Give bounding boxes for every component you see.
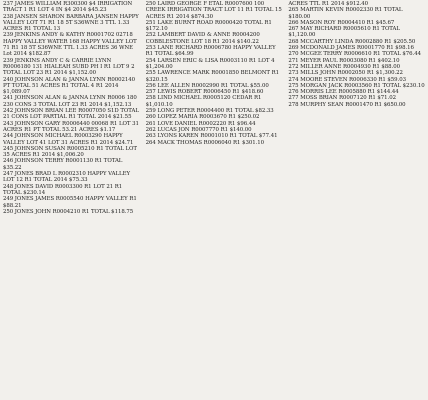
listing-entry: ACRES TTL R1 2014 $912.40 <box>288 1 369 7</box>
listing-entry: 265 MARTIN KEVIN R0002330 R1 TOTAL $180.00 <box>288 7 403 20</box>
listing-entry: 266 MASON ROY R0004410 R1 $45.67 <box>288 19 395 26</box>
listing-entry: 253 LANE RICHARD R0006780 HAPPY VALLEY R1 TOTAL $64.99 <box>145 45 276 58</box>
listing-entry: 258 LIND MICHAEL R0005120 CEDAR R1 $1,010.10 <box>145 95 262 108</box>
listing-entry: 263 LYONS KAREN R0001010 R1 TOTAL $77.41 <box>145 133 278 140</box>
listing-entry: 257 LEWIS ROBERT R0006450 R1 $418.60 <box>145 89 264 96</box>
column-left <box>3 1 140 400</box>
listing-entry: 250 LAIRD GEORGE F ETAL R0007600 100 CREEK IRRIGATION TRACT LOT 11 R1 TOTAL 15 ACRES R1 2014 $874.30 <box>145 1 282 20</box>
listing-entry: 250 JONES JOHN R0004210 R1 TOTAL $118.75 <box>3 208 134 215</box>
listing-entry: 239 JENKINS ANDY & KATHY R0001702 02718 HAPPY VALLEY WATER 168 HAPPY VALLEY LOT 71 R1 18 5T S36WNE TTL 1.33 ACRES 36 WNE Lot 2014 $182.87 <box>3 32 137 58</box>
listing-entry: 275 MORGAN JACK R0003560 R1 TOTAL $230.10 <box>288 82 425 89</box>
listing-entry: 273 MILLS JOHN R0002050 R1 $1,300.22 <box>288 70 403 77</box>
listing-entry: 262 LUCAS JON R0007770 R1 $140.00 <box>145 126 252 133</box>
listing-entry: 237 JAMES WILLIAM R300300 $4 IRRIGATION TRACT 1 R1 LOT 4 IN $4 2014 $45.23 <box>3 1 133 14</box>
listing-entry: 268 MCCARTHY LINDA R0002880 R1 $205.50 <box>288 38 416 45</box>
listing-entry: 254 LARSEN ERIC & LISA R0003110 R1 LOT 4 $1,204.00 <box>145 57 275 70</box>
listing-entry: 271 MEYER PAUL R0003080 R1 $402.10 <box>288 57 400 64</box>
listing-entry: 249 JONES JAMES R0005540 HAPPY VALLEY R1 $88.21 <box>3 196 137 209</box>
listing-entry: 276 MORRIS LEE R0005880 R1 $144.44 <box>288 89 399 96</box>
listing-entry: 238 JANSEN SHARON BARBARA JANSEN HAPPY VALLEY LOT 71 R1 18 5T S36WNE 3 TTL 1.33 ACRES R1 TOTAL 13 <box>3 13 139 33</box>
column-middle <box>146 1 283 400</box>
listing-entry: 244 JOHNSON MICHAEL R0003290 HAPPY VALLEY LOT 41 LOT 31 ACRES R1 2014 $24.71 <box>3 133 134 146</box>
listing-entry: 242 JOHNSON BRIAN LEE R0007050 S1D TOTAL 21 CONS LOT PARTIAL R1 TOTAL 2014 $21.55 <box>3 108 139 121</box>
listing-entry: 239 JENKINS ANDY C & CARRIE LYNN R0006180 131 HIALEAH SUBD PH I R1 LOT 9 2 TOTAL LOT 23 R1 2014 $1,152.00 <box>3 57 135 77</box>
listing-entry: 259 LONG PETER R0004400 R1 TOTAL $82.33 <box>145 108 274 115</box>
listing-entry: 248 JONES DAVID R0003300 R1 LOT 21 R1 TOTAL $230.14 <box>3 183 123 196</box>
listing-entry: 245 JOHNSON SUSAN R0005210 R1 TOTAL LOT 35 ACRES R1 2014 $1,006.20 <box>3 145 137 159</box>
listing-entry: 272 MILLER ANNE R0004930 R1 $88.00 <box>288 63 400 70</box>
listing-entry: 269 MCDONALD JAMES R0001770 R1 $98.16 <box>288 45 414 52</box>
listing-entry: 277 MOSS BRIAN R0007120 R1 $71.02 <box>288 95 396 102</box>
listing-entry: 261 LOVE DANIEL R0002220 R1 $96.44 <box>145 120 256 127</box>
listing-entry: 267 MAY RICHARD R0005610 R1 TOTAL $1,120.00 <box>288 26 400 39</box>
listing-entry: 274 MOORE STEVEN R0006330 R1 $59.03 <box>288 76 406 83</box>
listing-entry: 255 LAWRENCE MARK R0001850 BELMONT R1 $320.15 <box>145 70 280 83</box>
listing-entry: 278 MURPHY SEAN R0001470 R1 $650.00 <box>288 101 406 108</box>
listing-entry: 243 JOHNSON GARY R0006440 00068 R1 LOT 31 ACRES R1 PT TOTAL 53.21 ACRES $1.17 <box>3 120 139 133</box>
listing-entry: 241 JOHNSON ALAN & JANNA LYNN R0006 180 230 CONS 3 TOTAL LOT 23 R1 2014 $1,152.13 <box>3 95 137 108</box>
listing-entry: 251 LAKE BURNT ROAD R0000420 TOTAL R1 $172.10 <box>145 19 272 33</box>
listing-entry: 246 JOHNSON TERRY R0001130 R1 TOTAL $35.22 <box>3 158 123 171</box>
listing-entry: 270 MCGEE TERRY R0006610 R1 TOTAL $76.44 <box>288 51 421 58</box>
listing-entry: 256 LEE ALLEN R0002990 R1 TOTAL $55.00 <box>145 82 269 89</box>
listing-entry: 264 MACK THOMAS R0006040 R1 $301.10 <box>145 139 265 146</box>
listing-entry: 252 LAMBERT DAVID & ANNE R0004200 COBBLESTONE LOT 18 R1 2014 $140.22 <box>145 32 260 45</box>
listing-entry: 240 JOHNSON ALAN & JANNA LYNN R0002140 PT TOTAL 51 ACRES R1 TOTAL 4 R1 2014 $1,089.07 <box>3 76 136 96</box>
column-right <box>288 1 425 400</box>
listing-entry: 247 JONES BRAD L R0002310 HAPPY VALLEY LOT 12 R1 TOTAL 2014 $75.33 <box>3 171 130 184</box>
listing-entry: 260 LOPEZ MARIA R0003670 R1 $250.02 <box>145 114 260 121</box>
